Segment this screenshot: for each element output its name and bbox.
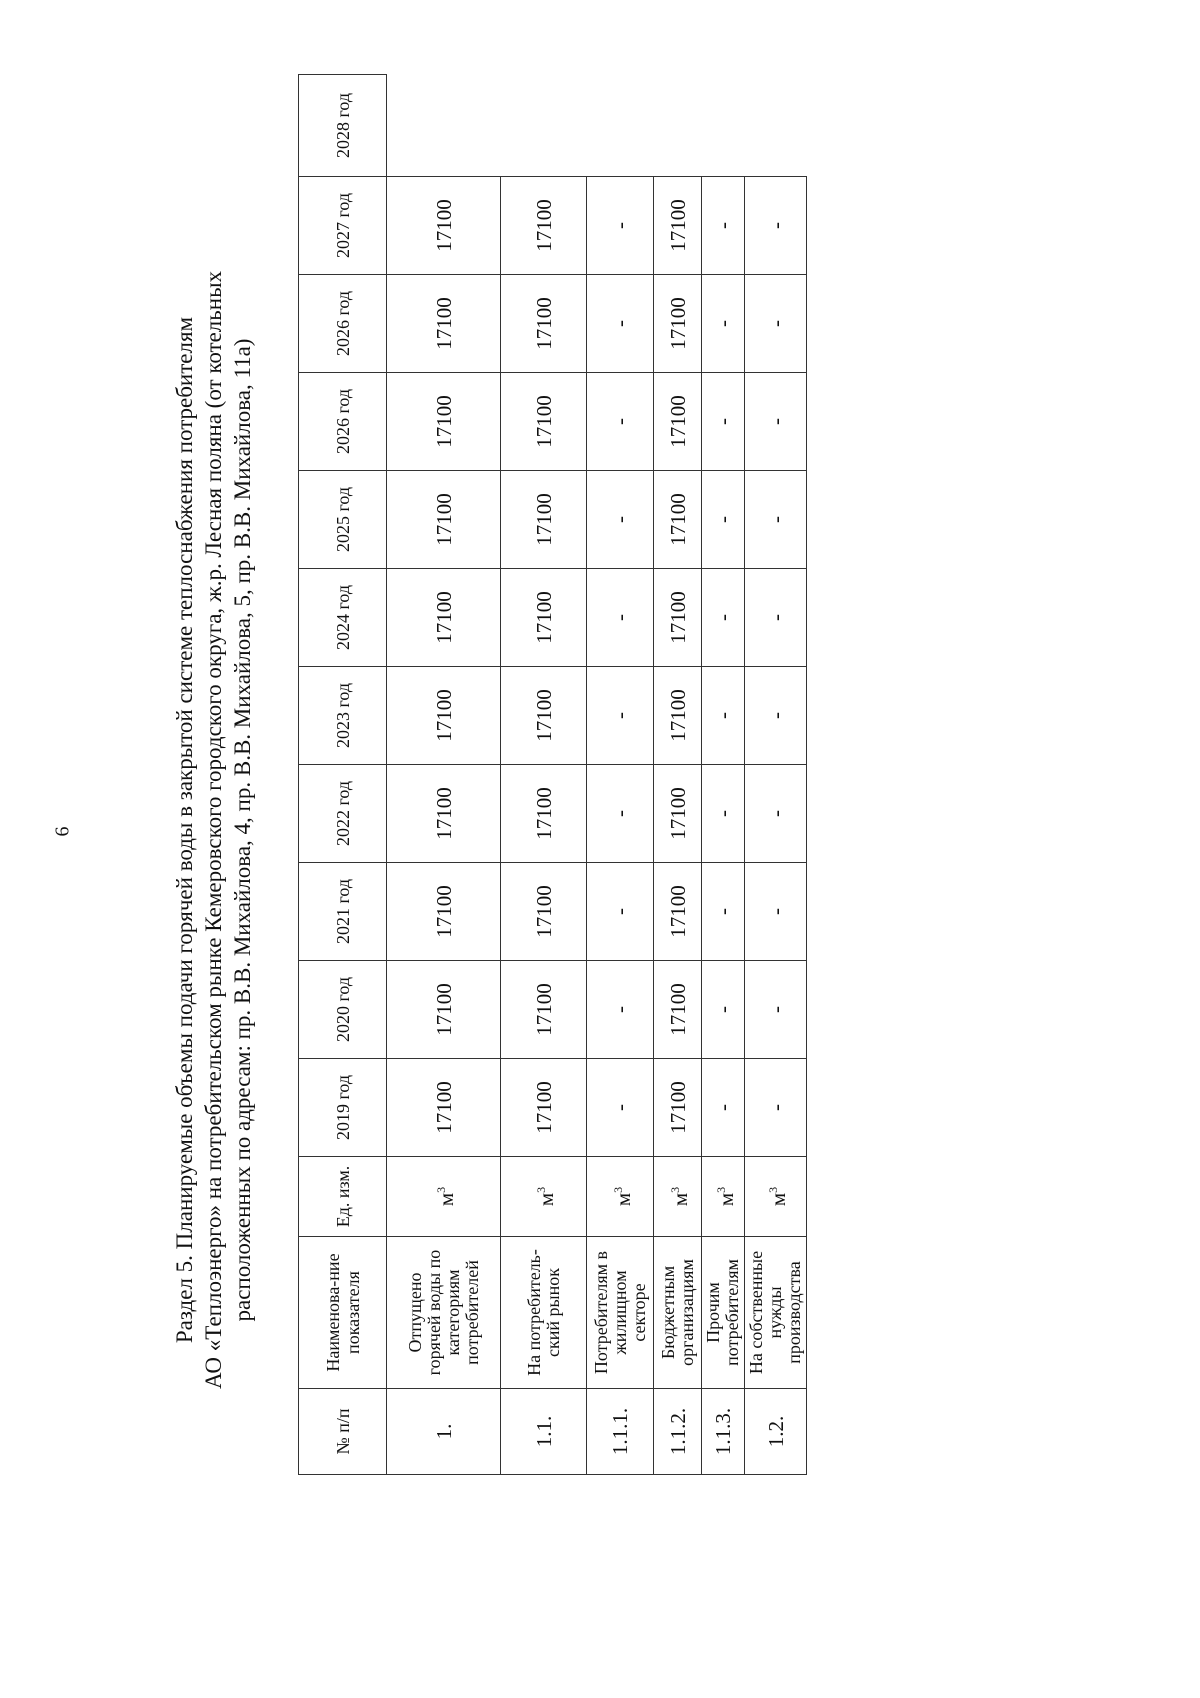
value-cell: - bbox=[745, 373, 807, 471]
value-cell: 17100 bbox=[654, 1059, 702, 1157]
value-cell: 17100 bbox=[654, 275, 702, 373]
column-header: 2023 год bbox=[299, 667, 387, 765]
value-cell: - bbox=[587, 471, 654, 569]
row-number: 1.1.1. bbox=[587, 1389, 654, 1475]
value-cell: 17100 bbox=[501, 961, 587, 1059]
row-number: 1.1.2. bbox=[654, 1389, 702, 1475]
value-cell: - bbox=[702, 961, 745, 1059]
value-cell: - bbox=[702, 1059, 745, 1157]
value-cell: - bbox=[702, 569, 745, 667]
unit-exponent: 3 bbox=[434, 1186, 448, 1193]
value-cell: 17100 bbox=[654, 177, 702, 275]
unit-base: м bbox=[534, 1192, 558, 1207]
value-cell: - bbox=[745, 863, 807, 961]
unit-base: м bbox=[766, 1192, 790, 1207]
column-header: 2025 год bbox=[299, 471, 387, 569]
value-cell: - bbox=[745, 765, 807, 863]
indicator-name: Потребителям в жилищном секторе bbox=[587, 1237, 654, 1389]
unit-exponent: 3 bbox=[766, 1186, 780, 1193]
indicator-name: Прочим потребителям bbox=[702, 1237, 745, 1389]
value-cell: 17100 bbox=[654, 765, 702, 863]
value-cell: - bbox=[745, 1059, 807, 1157]
indicator-name: На собственные нужды производства bbox=[745, 1237, 807, 1389]
value-cell: 17100 bbox=[501, 1059, 587, 1157]
title-line: АО «Теплоэнерго» на потребительском рынке Кемеровского городского округа, ж.р. Лесная поляна (от котельных bbox=[201, 270, 226, 1390]
unit-exponent: 3 bbox=[713, 1186, 728, 1193]
column-header: 2021 год bbox=[299, 863, 387, 961]
value-cell: - bbox=[745, 569, 807, 667]
column-header: 2026 год bbox=[299, 373, 387, 471]
table-row bbox=[654, 75, 702, 1475]
value-cell: - bbox=[702, 863, 745, 961]
column-header: Ед. изм. bbox=[299, 1157, 387, 1237]
indicator-name: На потребитель-ский рынок bbox=[501, 1237, 587, 1389]
value-cell: 17100 bbox=[387, 373, 501, 471]
column-header: 2019 год bbox=[299, 1059, 387, 1157]
table-row bbox=[387, 75, 501, 1475]
value-cell: 17100 bbox=[387, 1059, 501, 1157]
value-cell: - bbox=[702, 177, 745, 275]
value-cell: 17100 bbox=[387, 667, 501, 765]
value-cell: 17100 bbox=[501, 569, 587, 667]
value-cell: - bbox=[587, 961, 654, 1059]
unit-base: м bbox=[668, 1192, 692, 1207]
column-header: 2022 год bbox=[299, 765, 387, 863]
table-row bbox=[745, 75, 807, 1475]
unit-cell bbox=[654, 1157, 702, 1237]
value-cell: - bbox=[702, 667, 745, 765]
value-cell: - bbox=[702, 471, 745, 569]
unit-exponent: 3 bbox=[534, 1186, 548, 1193]
value-cell: 17100 bbox=[501, 863, 587, 961]
value-cell: - bbox=[702, 275, 745, 373]
unit-cell bbox=[387, 1157, 501, 1237]
value-cell: 17100 bbox=[654, 863, 702, 961]
table-header-row bbox=[299, 75, 387, 1475]
value-cell: - bbox=[745, 275, 807, 373]
title-line: Раздел 5. Планируемые объемы подачи горячей воды в закрытой системе теплоснабжения потребителям bbox=[172, 316, 197, 1344]
indicator-name: Отпущено горячей воды по категориям потребителей bbox=[387, 1237, 501, 1389]
value-cell: 17100 bbox=[501, 667, 587, 765]
hot-water-volume-table bbox=[298, 74, 807, 1475]
unit-cell bbox=[501, 1157, 587, 1237]
page-number: 6 bbox=[51, 826, 74, 837]
value-cell: 17100 bbox=[501, 177, 587, 275]
value-cell: 17100 bbox=[654, 569, 702, 667]
value-cell: - bbox=[587, 863, 654, 961]
value-cell: - bbox=[702, 373, 745, 471]
column-header: Наименова-ние показателя bbox=[299, 1237, 387, 1389]
value-cell: 17100 bbox=[387, 765, 501, 863]
value-cell: - bbox=[587, 667, 654, 765]
column-header: 2020 год bbox=[299, 961, 387, 1059]
value-cell: - bbox=[745, 177, 807, 275]
row-number: 1.1.3. bbox=[702, 1389, 745, 1475]
table-row bbox=[587, 75, 654, 1475]
value-cell: 17100 bbox=[387, 275, 501, 373]
value-cell: 17100 bbox=[654, 961, 702, 1059]
value-cell: 17100 bbox=[387, 177, 501, 275]
value-cell: - bbox=[587, 765, 654, 863]
table-row bbox=[501, 75, 587, 1475]
value-cell: 17100 bbox=[501, 373, 587, 471]
value-cell: 17100 bbox=[501, 765, 587, 863]
indicator-name: Бюджетным организациям bbox=[654, 1237, 702, 1389]
column-header: 2027 год bbox=[299, 177, 387, 275]
unit-exponent: 3 bbox=[610, 1186, 625, 1193]
column-header: № п/п bbox=[299, 1389, 387, 1475]
value-cell: - bbox=[587, 569, 654, 667]
column-header: 2024 год bbox=[299, 569, 387, 667]
unit-base: м bbox=[434, 1192, 458, 1207]
value-cell: 17100 bbox=[654, 373, 702, 471]
value-cell: 17100 bbox=[501, 471, 587, 569]
unit-cell bbox=[745, 1157, 807, 1237]
column-header: 2026 год bbox=[299, 275, 387, 373]
unit-exponent: 3 bbox=[668, 1186, 682, 1193]
rotated-page-content bbox=[170, 92, 930, 1535]
value-cell: - bbox=[745, 471, 807, 569]
value-cell: - bbox=[587, 373, 654, 471]
row-number: 1. bbox=[387, 1389, 501, 1475]
value-cell: - bbox=[587, 177, 654, 275]
unit-base: м bbox=[713, 1192, 738, 1207]
value-cell: - bbox=[745, 961, 807, 1059]
value-cell: 17100 bbox=[654, 471, 702, 569]
table-row bbox=[702, 75, 745, 1475]
unit-base: м bbox=[610, 1192, 635, 1207]
unit-cell bbox=[587, 1157, 654, 1237]
row-number: 1.2. bbox=[745, 1389, 807, 1475]
value-cell: - bbox=[745, 667, 807, 765]
unit-cell bbox=[702, 1157, 745, 1237]
value-cell: 17100 bbox=[387, 863, 501, 961]
section-title bbox=[170, 125, 257, 1535]
value-cell: 17100 bbox=[387, 471, 501, 569]
column-header: 2028 год bbox=[299, 75, 387, 177]
title-line: расположенных по адресам: пр. В.В. Михайлова, 4, пр. В.В. Михайлова, 5, пр. В.В. Михайлова, 11а) bbox=[230, 338, 255, 1322]
value-cell: 17100 bbox=[387, 961, 501, 1059]
value-cell: 17100 bbox=[387, 569, 501, 667]
row-number: 1.1. bbox=[501, 1389, 587, 1475]
value-cell: - bbox=[587, 1059, 654, 1157]
value-cell: - bbox=[587, 275, 654, 373]
value-cell: 17100 bbox=[501, 275, 587, 373]
value-cell: - bbox=[702, 765, 745, 863]
value-cell: 17100 bbox=[654, 667, 702, 765]
